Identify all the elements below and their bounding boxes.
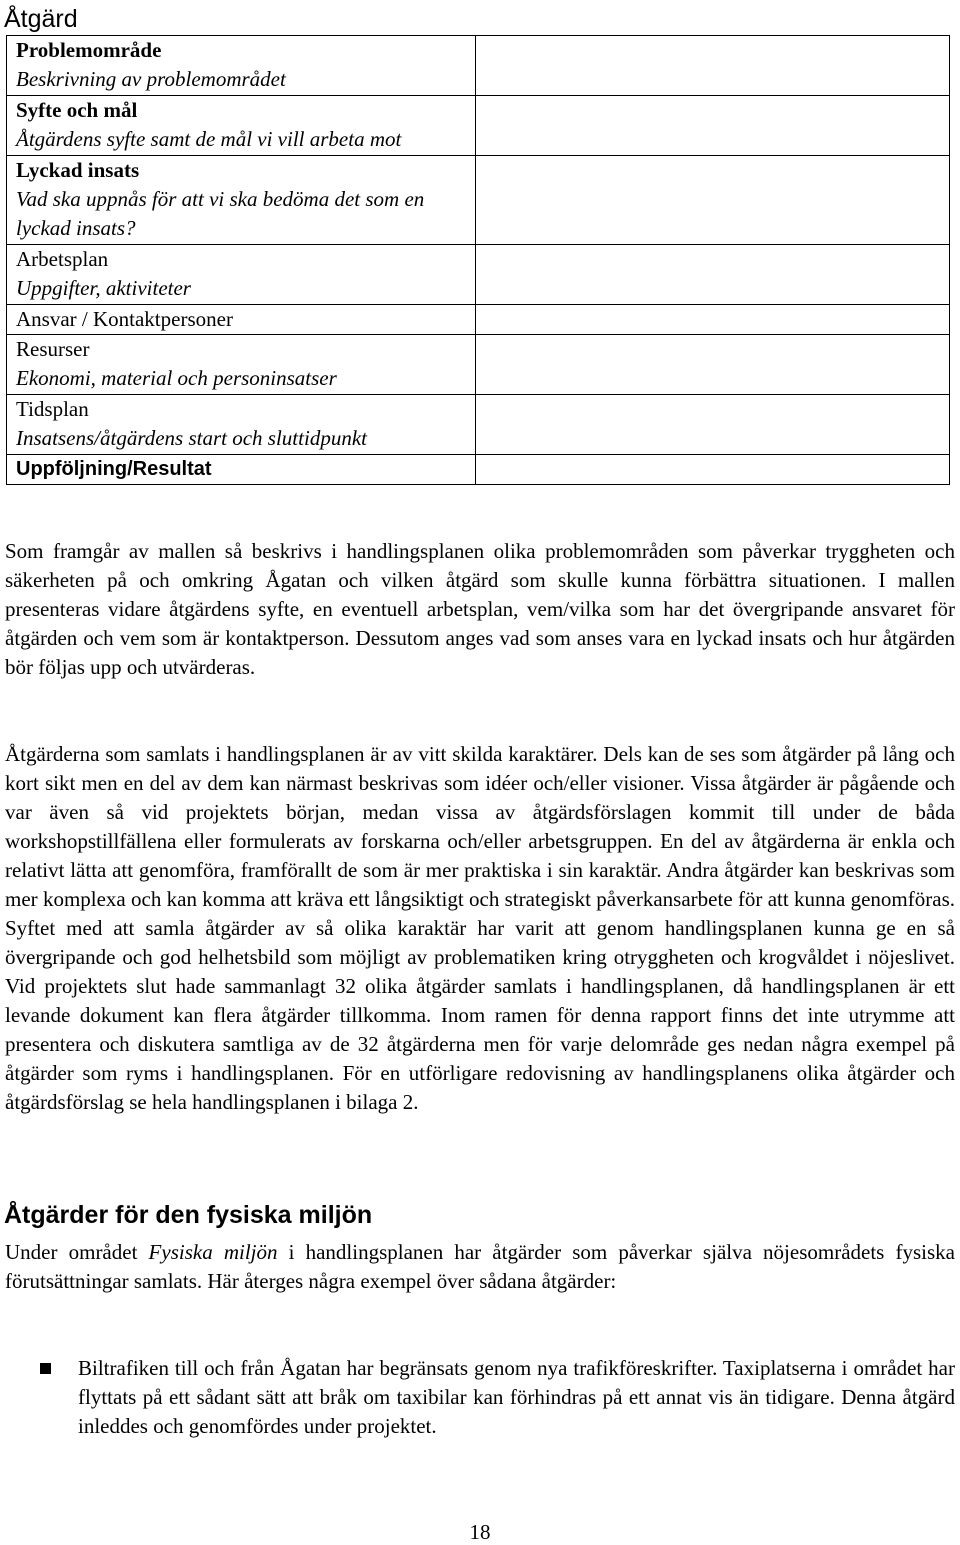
field-cell — [7, 394, 476, 454]
table-row — [7, 394, 950, 454]
field-description: Insatsens/åtgärdens start och sluttidpunkt — [16, 426, 367, 451]
table-row — [7, 36, 950, 96]
page-number: 18 — [469, 1520, 491, 1544]
table-row — [7, 244, 950, 304]
table-row — [7, 454, 950, 484]
field-label: Problemområde — [16, 38, 162, 62]
field-cell — [7, 304, 476, 334]
input-cell[interactable] — [476, 155, 950, 244]
square-bullet-icon — [40, 1363, 51, 1374]
field-cell — [7, 244, 476, 304]
table-row — [7, 304, 950, 334]
field-cell — [7, 36, 476, 96]
field-description: Ekonomi, material och personinsatser — [16, 366, 337, 391]
input-cell[interactable] — [476, 95, 950, 155]
field-label: Ansvar / Kontaktpersoner — [16, 306, 233, 331]
table-row — [7, 335, 950, 395]
field-label: Resurser — [16, 337, 90, 362]
field-cell — [7, 155, 476, 244]
emphasis-text: Fysiska miljön — [148, 1240, 278, 1264]
action-template-table — [6, 35, 950, 485]
field-description: Vad ska uppnås för att vi ska bedöma det som en lyckad insats? — [16, 187, 425, 241]
list-item — [0, 1354, 955, 1441]
field-description: Beskrivning av problemområdet — [16, 67, 286, 92]
paragraph-text: Under området — [5, 1240, 149, 1264]
table-row — [7, 95, 950, 155]
section-heading: Åtgärder för den fysiska miljön — [4, 1201, 373, 1229]
input-cell[interactable] — [476, 304, 950, 334]
list-item-text: Biltrafiken till och från Ågatan har begränsats genom nya trafikföreskrifter. Taxiplatserna i området har flyttats på ett sådant sätt att bråk om taxibilar kan förhindras på ett annat vis än tidigare. Denna åtgärd inleddes och genomfördes under projektet. — [78, 1356, 955, 1438]
input-cell[interactable] — [476, 454, 950, 484]
field-cell — [7, 335, 476, 395]
input-cell[interactable] — [476, 36, 950, 96]
field-label: Arbetsplan — [16, 246, 109, 271]
template-heading: Åtgärd — [4, 5, 78, 33]
field-label: Lyckad insats — [16, 157, 140, 182]
field-cell — [7, 95, 476, 155]
bullet-list — [0, 1354, 960, 1441]
field-label: Syfte och mål — [16, 97, 138, 122]
field-cell — [7, 454, 476, 484]
input-cell[interactable] — [476, 335, 950, 395]
input-cell[interactable] — [476, 244, 950, 304]
paragraph-text: i handlingsplanen har åtgärder som påverkar själva nöjesområdets fysiska förutsättningar samlats. Här återges några exempel över sådana åtgärder: — [5, 1240, 955, 1293]
field-description: Åtgärdens syfte samt de mål vi vill arbeta mot — [16, 127, 402, 152]
body-paragraph: Som framgår av mallen så beskrivs i handlingsplanen olika problemområden som påverkar tryggheten och säkerheten på och omkring Ågatan och vilken åtgärd som skulle kunna förbättra situationen. I mallen presenteras vidare åtgärdens syfte, en eventuell arbetsplan, vem/vilka som har det övergripande ansvaret för åtgärden och vem som är kontaktperson. Dessutom anges vad som anses vara en lyckad insats och hur åtgärden bör följas upp och utvärderas. — [5, 539, 955, 679]
field-description: Uppgifter, aktiviteter — [16, 276, 191, 301]
field-label: Tidsplan — [16, 396, 89, 421]
table-row — [7, 155, 950, 244]
input-cell[interactable] — [476, 394, 950, 454]
body-paragraph: Åtgärderna som samlats i handlingsplanen är av vitt skilda karaktärer. Dels kan de ses som åtgärder på lång och kort sikt men en del av dem kan närmast beskrivas som idéer och/eller visioner. Vissa åtgärder är pågående och var även så vid projektets början, medan vissa av åtgärdsförslagen kommit till under de båda workshopstillfällena eller formulerats av forskarna och/eller arbetsgruppen. En del av åtgärderna är enkla och relativt lätta att genomföra, framförallt de som är mer praktiska i sin karaktär. Andra åtgärder kan beskrivas som mer komplexa och kan komma att kräva ett långsiktigt och strategiskt påverkansarbete för att kunna genomföras. Syftet med att samla åtgärder av så olika karaktär har varit att genom handlingsplanen kunna ge en så övergripande och god helhetsbild som möjligt av problematiken kring otryggheten och krogvåldet i nöjeslivet. Vid projektets slut hade sammanlagt 32 olika åtgärder samlats i handlingsplanen, då handlingsplanen är ett levande dokument kan flera åtgärder tillkomma. Inom ramen för denna rapport finns det inte utrymme att presentera och diskutera samtliga av de 32 åtgärderna men för varje delområde ges nedan några exempel på åtgärder som ryms i handlingsplanen. För en utförligare redovisning av handlingsplanens olika åtgärder och åtgärdsförslag se hela handlingsplanen i bilaga 2. — [5, 742, 955, 1114]
field-label: Uppföljning/Resultat — [16, 457, 212, 480]
body-paragraph — [5, 1238, 955, 1296]
